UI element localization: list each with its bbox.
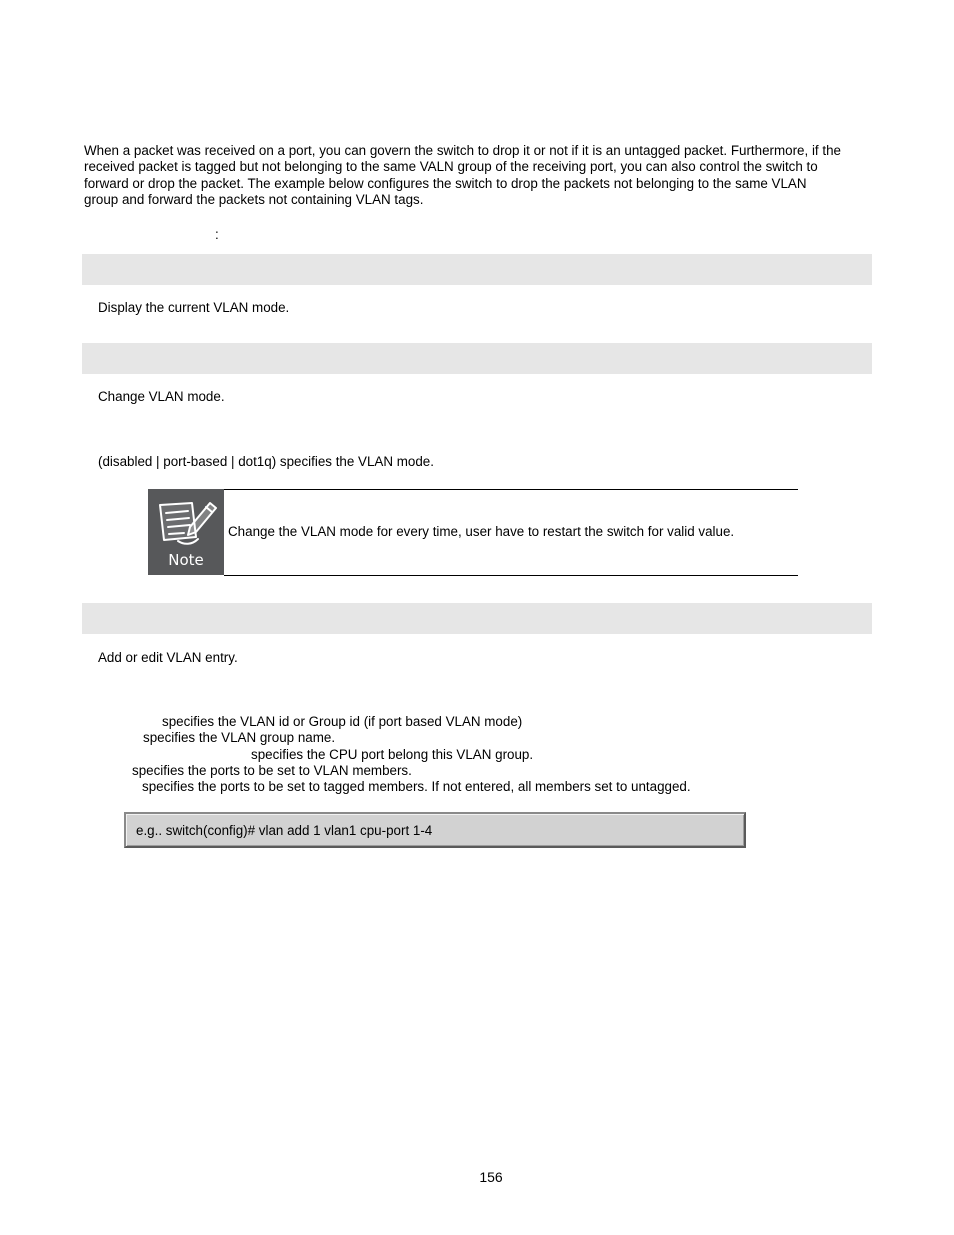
param-cpu-port: specifies the CPU port belong this VLAN group. <box>251 747 534 762</box>
set-mode-parameter: (disabled | port-based | dot1q) specifies the VLAN mode. <box>98 454 434 469</box>
intro-line: received packet is tagged but not belonging to the same VALN group of the receiving port, you can also control the switch to <box>84 159 818 175</box>
show-mode-description: Display the current VLAN mode. <box>98 300 290 315</box>
example-command: e.g.. switch(config)# vlan add 1 vlan1 cpu-port 1-4 <box>136 823 433 838</box>
note-icon-label: Note <box>168 551 204 569</box>
note-icon <box>148 489 224 575</box>
intro-line: When a packet was received on a port, you can govern the switch to drop it or not if it is an untagged packet. Furthermore, if the <box>84 143 841 158</box>
page-number: 156 <box>479 1169 503 1185</box>
intro-line: forward or drop the packet. The example below configures the switch to drop the packets not belonging to the same VLAN <box>84 175 807 191</box>
set-mode-description: Change VLAN mode. <box>98 389 225 404</box>
note-text: Change the VLAN mode for every time, user have to restart the switch for valid value. <box>228 524 735 539</box>
example-box <box>124 812 746 848</box>
vlan-add-description: Add or edit VLAN entry. <box>98 650 238 665</box>
command-band-show-mode <box>82 254 872 285</box>
param-tagged-ports: specifies the ports to be set to tagged members. If not entered, all members set to untagged. <box>142 779 691 794</box>
colon-mark: : <box>215 227 219 242</box>
note-bottom-rule <box>224 575 798 576</box>
intro-line: group and forward the packets not containing VLAN tags. <box>84 192 424 208</box>
param-vlan-name: specifies the VLAN group name. <box>143 730 336 745</box>
param-vlan-id: specifies the VLAN id or Group id (if port based VLAN mode) <box>162 714 523 729</box>
param-member-ports: specifies the ports to be set to VLAN members. <box>132 763 412 778</box>
command-band-vlan-add <box>82 603 872 634</box>
command-band-set-mode <box>82 343 872 374</box>
intro-paragraph <box>84 143 876 209</box>
note-top-rule <box>224 489 798 490</box>
